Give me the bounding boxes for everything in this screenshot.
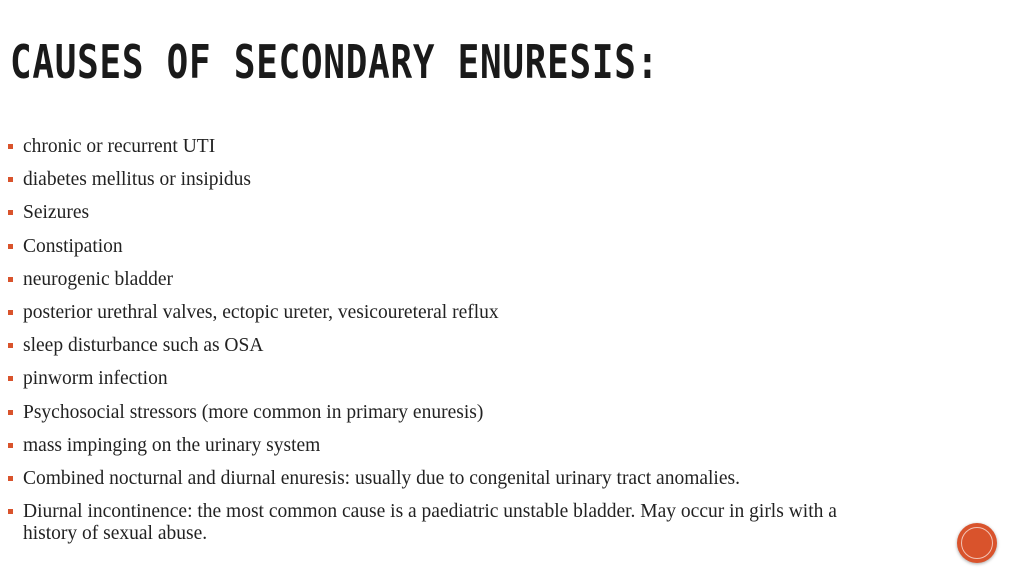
list-item	[8, 136, 888, 158]
list-item	[8, 202, 888, 224]
bullet-text: posterior urethral valves, ectopic ureter, vesicoureteral reflux	[23, 301, 499, 323]
list-item	[8, 501, 888, 545]
bullet-square-icon	[8, 476, 13, 481]
circle-icon	[961, 527, 993, 559]
bullet-square-icon	[8, 277, 13, 282]
bullet-square-icon	[8, 376, 13, 381]
bullet-text: Constipation	[23, 235, 123, 257]
bullet-text: chronic or recurrent UTI	[23, 136, 216, 157]
bullet-text: Psychosocial stressors (more common in primary enuresis)	[23, 401, 484, 423]
list-item	[8, 368, 888, 390]
list-item	[8, 335, 888, 357]
bullet-list	[8, 136, 888, 556]
bullet-square-icon	[8, 410, 13, 415]
bullet-square-icon	[8, 310, 13, 315]
bullet-text: Diurnal incontinence: the most common cause is a paediatric unstable bladder. May occur in girls with a history of sexual abuse.	[23, 501, 837, 545]
bullet-square-icon	[8, 509, 13, 514]
bullet-text: sleep disturbance such as OSA	[23, 335, 264, 357]
slide-nav-button[interactable]	[957, 523, 997, 563]
list-item	[8, 468, 888, 490]
bullet-text: diabetes mellitus or insipidus	[23, 169, 252, 191]
slide-title: CAUSES OF SECONDARY ENURESIS:	[10, 35, 660, 89]
list-item	[8, 269, 888, 291]
list-item	[8, 169, 888, 191]
bullet-square-icon	[8, 210, 13, 215]
bullet-text: pinworm infection	[23, 368, 168, 390]
bullet-square-icon	[8, 177, 13, 182]
bullet-text: neurogenic bladder	[23, 268, 173, 290]
bullet-square-icon	[8, 144, 13, 149]
bullet-text: Seizures	[23, 202, 90, 224]
bullet-square-icon	[8, 244, 13, 249]
list-item	[8, 435, 888, 457]
bullet-text: Combined nocturnal and diurnal enuresis: usually due to congenital urinary tract anomalies.	[23, 467, 740, 489]
list-item	[8, 302, 888, 324]
list-item	[8, 236, 888, 258]
list-item	[8, 402, 888, 424]
bullet-square-icon	[8, 443, 13, 448]
bullet-text: mass impinging on the urinary system	[23, 434, 321, 456]
bullet-square-icon	[8, 343, 13, 348]
